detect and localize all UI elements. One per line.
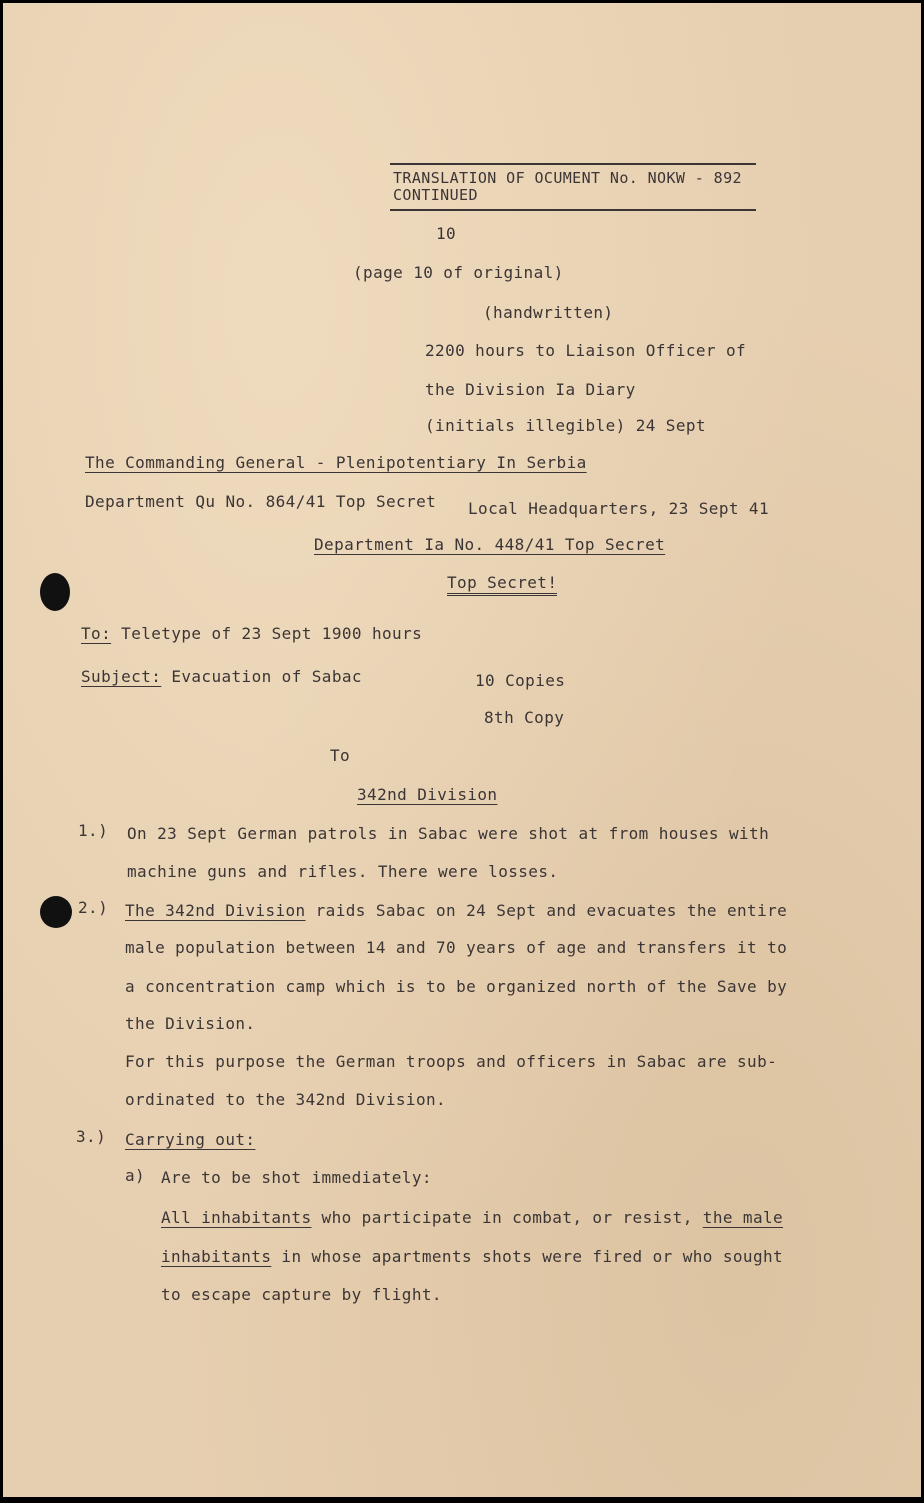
handwritten-line-1: 2200 hours to Liaison Officer of [425, 341, 747, 360]
item-1-number: 1.) [78, 821, 109, 840]
item-2-line-1 [125, 901, 787, 920]
item-1-line-2: machine guns and rifles. There were losses. [127, 862, 559, 881]
item-2-number: 2.) [78, 898, 109, 917]
recipient-to: To [330, 746, 351, 765]
to-value: Teletype of 23 Sept 1900 hours [121, 624, 423, 643]
copy-number: 8th Copy [484, 708, 565, 727]
page-note: (page 10 of original) [353, 263, 564, 282]
local-headquarters: Local Headquarters, 23 Sept 41 [468, 499, 769, 518]
item-3a-line-1 [161, 1208, 783, 1227]
item-3a-line-2-rest: in whose apartments shots were fired or who sought [271, 1247, 784, 1266]
header-continued: CONTINUED [393, 186, 478, 204]
item-2-line-5: For this purpose the German troops and officers in Sabac are sub- [125, 1052, 778, 1071]
item-3-number: 3.) [76, 1127, 107, 1146]
item-3a-title: Are to be shot immediately: [161, 1168, 432, 1187]
to-label: To: [81, 624, 112, 643]
copies-count: 10 Copies [475, 671, 566, 690]
subject-value: Evacuation of Sabac [171, 667, 362, 686]
item-1-line-1: On 23 Sept German patrols in Sabac were shot at from houses with [127, 824, 770, 843]
department-ia: Department Ia No. 448/41 Top Secret [314, 535, 666, 554]
item-3a-underline-2: the male [702, 1208, 784, 1227]
item-2-line-2: male population between 14 and 70 years of age and transfers it to [125, 938, 788, 957]
item-2-line-3: a concentration camp which is to be organized north of the Save by [125, 977, 788, 996]
recipient: 342nd Division [357, 785, 498, 804]
item-3a-line-2 [161, 1247, 783, 1266]
item-3a-underline-3: inhabitants [161, 1247, 272, 1266]
classification: Top Secret! [447, 573, 557, 596]
punch-hole-bottom [40, 896, 72, 928]
item-2-line-6: ordinated to the 342nd Division. [125, 1090, 447, 1109]
header-title: TRANSLATION OF OCUMENT No. NOKW - 892 [393, 169, 742, 187]
item-3-title: Carrying out: [125, 1130, 256, 1149]
item-2-line-1-rest: raids Sabac on 24 Sept and evacuates the entire [305, 901, 788, 920]
item-3a-underline-1: All inhabitants [161, 1208, 312, 1227]
handwritten-line-2: the Division Ia Diary [425, 380, 636, 399]
document-page [3, 3, 921, 1497]
subject-line [81, 667, 362, 686]
item-3a-line-3: to escape capture by flight. [161, 1285, 442, 1304]
item-3a-line-1-mid: who participate in combat, or resist, [311, 1208, 703, 1227]
item-3a-label: a) [125, 1166, 146, 1185]
handwritten-line-3: (initials illegible) 24 Sept [425, 416, 706, 435]
handwritten-label: (handwritten) [483, 303, 614, 322]
subject-label: Subject: [81, 667, 162, 686]
item-2-line-4: the Division. [125, 1014, 256, 1033]
item-2-subject: The 342nd Division [125, 901, 306, 920]
department-qu: Department Qu No. 864/41 Top Secret [85, 492, 437, 511]
page-number: 10 [436, 224, 457, 243]
punch-hole-top [40, 573, 70, 611]
to-line [81, 624, 422, 643]
translation-header [390, 163, 756, 211]
from-line: The Commanding General - Plenipotentiary In Serbia [85, 453, 587, 472]
